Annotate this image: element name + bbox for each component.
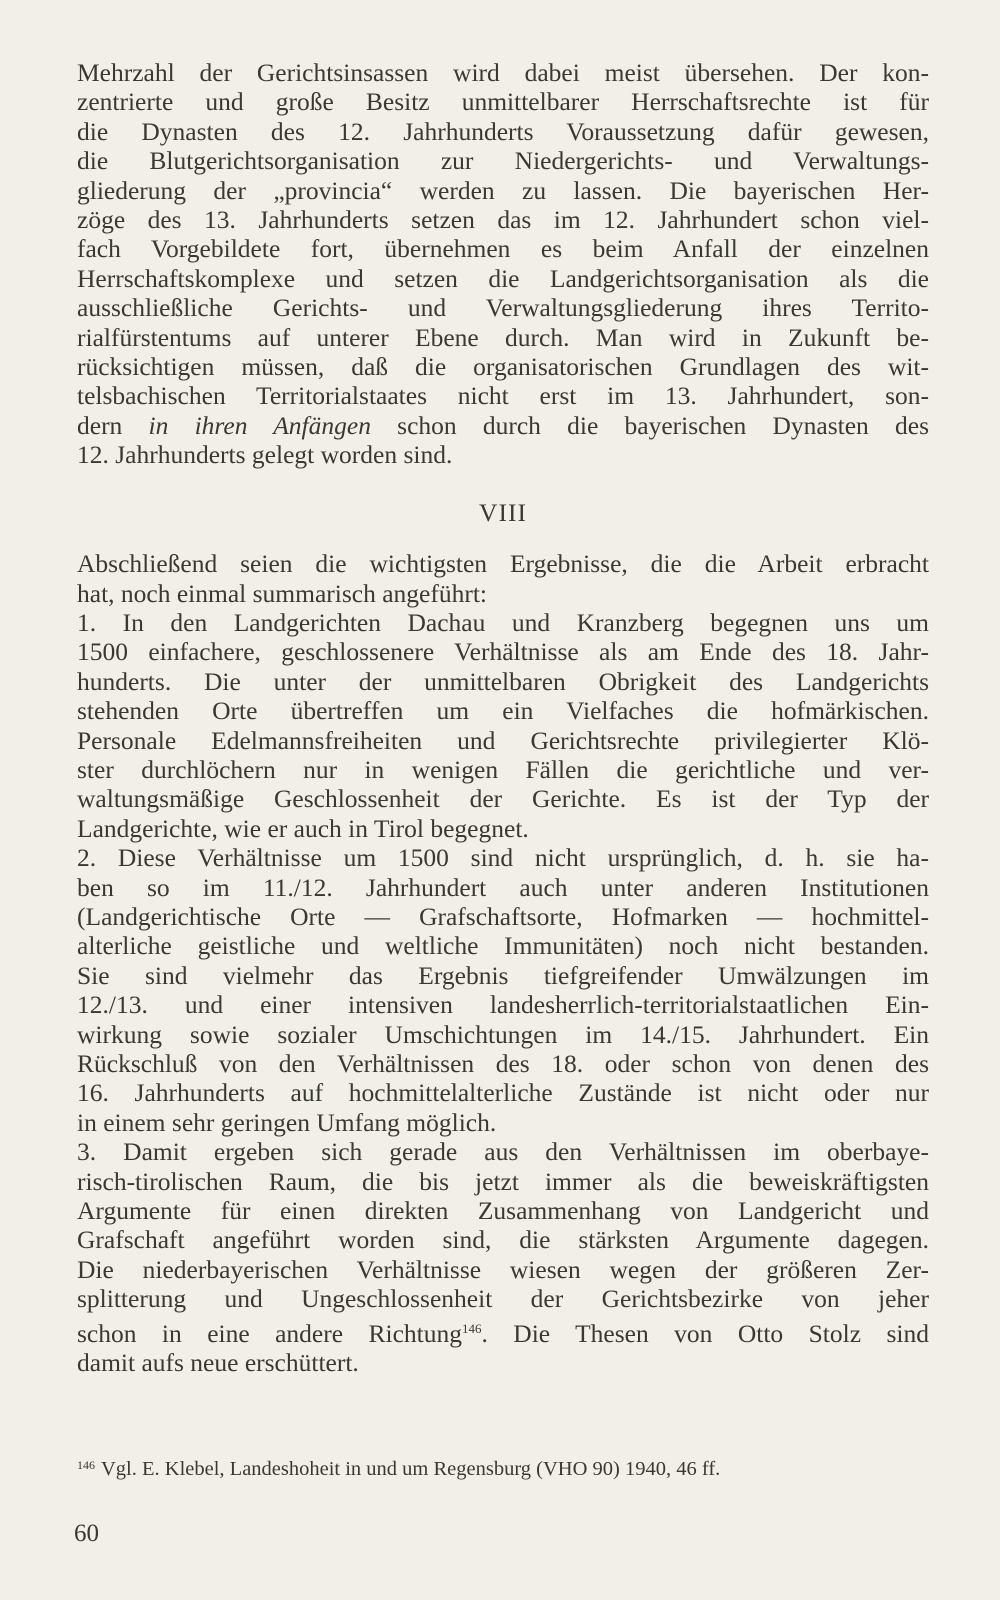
text-line: (Landgerichtische Orte — Grafschaftsorte, Hofmarken — hochmittel- xyxy=(77,901,929,931)
page-number: 60 xyxy=(74,1520,99,1547)
text-line: gliederung der „provincia“ werden zu lassen. Die bayerischen Her- xyxy=(77,175,929,205)
text-line: Argumente für einen direkten Zusammenhang von Landgericht und xyxy=(77,1196,929,1226)
text-line: rücksichtigen müssen, daß die organisatorischen Grundlagen des wit- xyxy=(77,352,929,382)
text-line: Sie sind vielmehr das Ergebnis tiefgreifender Umwälzungen im xyxy=(77,960,929,990)
text-line: 1500 einfachere, geschlossenere Verhältnisse als am Ende des 18. Jahr- xyxy=(77,637,929,667)
text-line: in einem sehr geringen Umfang möglich. xyxy=(77,1107,497,1137)
text-line: 12./13. und einer intensiven landesherrlich-territorialstaatlichen Ein- xyxy=(77,990,929,1020)
footnote-reference: 146 xyxy=(461,1320,482,1336)
footnote-text: Vgl. E. Klebel, Landeshoheit in und um Regensburg (VHO 90) 1940, 46 ff. xyxy=(101,1458,721,1480)
text-line: 1. In den Landgerichten Dachau und Kranzberg begegnen uns um xyxy=(77,607,929,637)
body-text xyxy=(77,58,929,1377)
text-line: waltungsmäßige Geschlossenheit der Gerichte. Es ist der Typ der xyxy=(77,784,929,814)
text-line: stehenden Orte übertreffen um ein Vielfaches die hofmärkischen. xyxy=(77,696,929,726)
paragraph-1-last-line: 12. Jahrhunderts gelegt worden sind. xyxy=(77,440,453,470)
text-line: risch-tirolischen Raum, die bis jetzt immer als die beweiskräftigsten xyxy=(77,1166,929,1196)
text-line: Mehrzahl der Gerichtsinsassen wird dabei meist übersehen. Der kon- xyxy=(77,58,929,87)
text-line: Rückschluß von den Verhältnissen des 18. oder schon von denen des xyxy=(77,1049,929,1078)
point-3-ref-line: schon in eine andere Richtung$^{146}$. Die Thesen von Otto Stolz sind xyxy=(77,1318,929,1348)
text-line: rialfürstentums auf unterer Ebene durch. Man wird in Zukunft be- xyxy=(77,322,929,352)
text-line: zentrierte und große Besitz unmittelbarer Herrschaftsrechte ist für xyxy=(77,87,929,117)
intro-paragraph xyxy=(77,549,929,608)
text-line: alterliche geistliche und weltliche Immunitäten) noch nicht bestanden. xyxy=(77,931,929,961)
footnote-number: 146 xyxy=(77,1458,95,1472)
section-heading: VIII xyxy=(479,497,527,527)
text-line: fach Vorgebildete fort, übernehmen es beim Anfall der einzelnen xyxy=(77,234,929,264)
text-line: ben so im 11./12. Jahrhundert auch unter anderen Institutionen xyxy=(77,872,929,902)
point-3 xyxy=(77,1137,929,1313)
text-line: 16. Jahrhunderts auf hochmittelalterliche Zustände ist nicht oder nur xyxy=(77,1078,929,1108)
text-line: Grafschaft angeführt worden sind, die stärksten Argumente dagegen. xyxy=(77,1225,929,1255)
text-line: ster durchlöchern nur in wenigen Fällen die gerichtliche und ver- xyxy=(77,754,929,784)
text-line: Personale Edelmannsfreiheiten und Gerichtsrechte privilegierter Klö- xyxy=(77,725,929,755)
text-line: telsbachischen Territorialstaates nicht erst im 13. Jahrhundert, son- xyxy=(77,381,929,411)
point-2 xyxy=(77,843,929,1137)
text-line: hunderts. Die unter der unmittelbaren Obrigkeit des Landgerichts xyxy=(77,666,929,696)
text-line: 3. Damit ergeben sich gerade aus den Verhältnissen im oberbaye- xyxy=(77,1137,929,1167)
text-line: Abschließend seien die wichtigsten Ergebnisse, die die Arbeit erbracht xyxy=(77,549,929,579)
text-line: wirkung sowie sozialer Umschichtungen im 14./15. Jahrhundert. Ein xyxy=(77,1019,929,1049)
text-line: ausschließliche Gerichts- und Verwaltungsgliederung ihres Territo- xyxy=(77,293,929,323)
point-1 xyxy=(77,608,929,843)
point-3-last-line: damit aufs neue erschüttert. xyxy=(77,1348,359,1378)
text-line: 2. Diese Verhältnisse um 1500 sind nicht ursprünglich, d. h. sie ha- xyxy=(77,843,929,873)
paragraph-1-italic-line: dern in ihren Anfängen schon durch die bayerischen Dynasten des xyxy=(77,410,930,440)
italic-phrase: in ihren Anfängen xyxy=(148,410,371,440)
text-line: die Dynasten des 12. Jahrhunderts Voraussetzung dafür gewesen, xyxy=(77,116,929,146)
text-line: splitterung und Ungeschlossenheit der Gerichtsbezirke von jeher xyxy=(77,1284,929,1314)
text-line: Herrschaftskomplexe und setzen die Landgerichtsorganisation als die xyxy=(77,263,929,293)
text-line: hat, noch einmal summarisch angeführt: xyxy=(77,578,488,608)
footnote xyxy=(77,1452,929,1482)
text-line: Die niederbayerischen Verhältnisse wiesen wegen der größeren Zer- xyxy=(77,1254,929,1284)
text-line: zöge des 13. Jahrhunderts setzen das im 12. Jahrhundert schon viel- xyxy=(77,205,929,235)
text-line: die Blutgerichtsorganisation zur Niedergerichts- und Verwaltungs- xyxy=(77,146,929,176)
paragraph-1 xyxy=(77,58,929,411)
text-line: Landgerichte, wie er auch in Tirol begegnet. xyxy=(77,813,529,843)
